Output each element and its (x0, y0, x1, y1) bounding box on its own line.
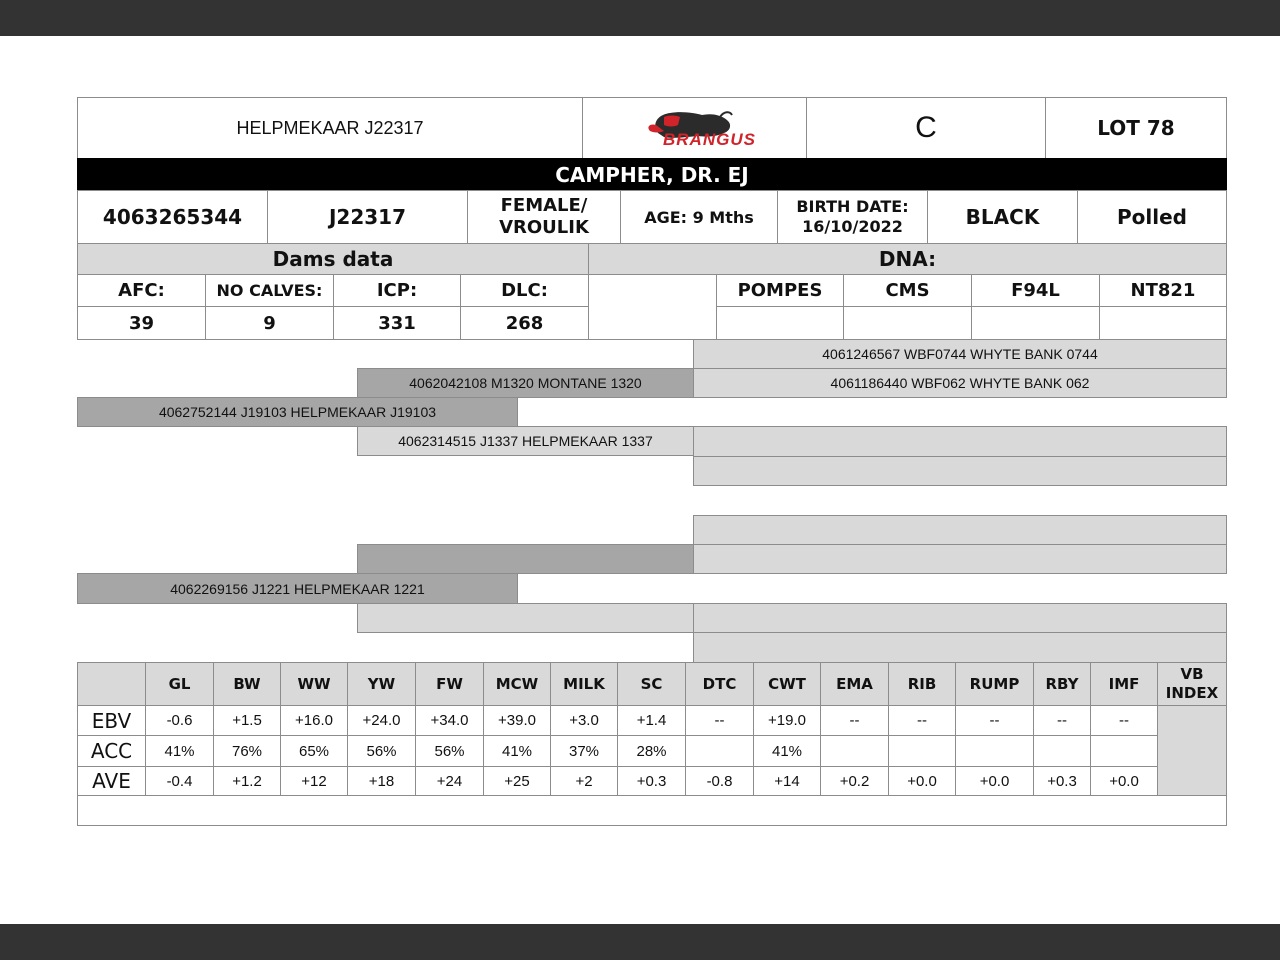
ebv-cell-ebv-rby: -- (1033, 705, 1091, 736)
ebv-header-milk: MILK (550, 662, 618, 706)
dna-value-cms (843, 306, 972, 340)
vb-index-line-2: INDEX (1165, 684, 1219, 702)
ebv-cell-acc-bw: 76% (213, 735, 281, 767)
ebv-cell-ebv-mcw: +39.0 (483, 705, 551, 736)
logo-text: BRANGUS (663, 130, 756, 149)
ebv-cell-ave-ww: +12 (280, 766, 348, 796)
breeder-name: CAMPHER, DR. EJ (77, 158, 1227, 191)
ebv-cell-ave-sc: +0.3 (617, 766, 686, 796)
top-bar (0, 0, 1280, 36)
dna-value-pompes (716, 306, 844, 340)
ebv-cell-ebv-ema: -- (820, 705, 889, 736)
ebv-cell-acc-yw: 56% (347, 735, 416, 767)
birth-date-value: 16/10/2022 (802, 217, 903, 236)
birth-date-label: BIRTH DATE: (796, 197, 909, 216)
ebv-cell-ave-gl: -0.4 (145, 766, 214, 796)
ebv-cell-ave-rib: +0.0 (888, 766, 956, 796)
sex-line-1: FEMALE/ (500, 194, 588, 216)
ebv-header-corner (77, 662, 146, 706)
dams-label-icp: ICP: (333, 274, 461, 307)
ebv-cell-ave-cwt: +14 (753, 766, 821, 796)
ebv-cell-ebv-ww: +16.0 (280, 705, 348, 736)
ebv-cell-acc-milk: 37% (550, 735, 618, 767)
dams-label-calves: NO CALVES: (205, 274, 334, 307)
dna-value-f94l (971, 306, 1100, 340)
birth-date (777, 190, 928, 244)
colour: BLACK (927, 190, 1078, 244)
ebv-cell-ave-imf: +0.0 (1090, 766, 1158, 796)
dams-value-calves: 9 (205, 306, 334, 340)
ebv-cell-ebv-cwt: +19.0 (753, 705, 821, 736)
ebv-cell-ave-dtc: -0.8 (685, 766, 754, 796)
ebv-cell-ave-mcw: +25 (483, 766, 551, 796)
vb-index-value (1157, 705, 1227, 796)
pedigree-dam-dam-dam (693, 632, 1227, 663)
dams-label-afc: AFC: (77, 274, 206, 307)
ebv-cell-ave-ema: +0.2 (820, 766, 889, 796)
ebv-cell-ebv-fw: +34.0 (415, 705, 484, 736)
ebv-cell-acc-sc: 28% (617, 735, 686, 767)
pedigree-sire-sire: 4062042108 M1320 MONTANE 1320 (357, 368, 694, 398)
footer-blank-row (77, 795, 1227, 826)
ebv-header-fw: FW (415, 662, 484, 706)
ebv-cell-acc-ww: 65% (280, 735, 348, 767)
dna-title: DNA: (588, 243, 1227, 275)
pedigree-dam-sire-sire (693, 515, 1227, 545)
ebv-header-sc: SC (617, 662, 686, 706)
ebv-cell-ave-rby: +0.3 (1033, 766, 1091, 796)
dams-data-title: Dams data (77, 243, 589, 275)
pedigree-sire-sire-sire: 4061246567 WBF0744 WHYTE BANK 0744 (693, 339, 1227, 369)
ebv-cell-ebv-sc: +1.4 (617, 705, 686, 736)
ebv-header-cwt: CWT (753, 662, 821, 706)
ebv-header-ema: EMA (820, 662, 889, 706)
ebv-cell-ebv-bw: +1.5 (213, 705, 281, 736)
ebv-row-label-acc: ACC (77, 735, 146, 767)
ebv-row-label-ave: AVE (77, 766, 146, 796)
registration-number: 4063265344 (77, 190, 268, 244)
ebv-cell-acc-dtc (685, 735, 754, 767)
ebv-header-rump: RUMP (955, 662, 1034, 706)
dna-value-nt821 (1099, 306, 1227, 340)
ebv-cell-ebv-gl: -0.6 (145, 705, 214, 736)
pedigree-dam-dam-sire (693, 603, 1227, 633)
ebv-cell-ebv-rump: -- (955, 705, 1034, 736)
pedigree-sire-dam-sire (693, 426, 1227, 457)
ebv-cell-acc-rib (888, 735, 956, 767)
ebv-cell-acc-mcw: 41% (483, 735, 551, 767)
pedigree-dam: 4062269156 J1221 HELPMEKAAR 1221 (77, 573, 518, 604)
ebv-cell-acc-rump (955, 735, 1034, 767)
bottom-bar (0, 924, 1280, 960)
sex-line-2: VROULIK (499, 217, 589, 238)
ebv-cell-ebv-imf: -- (1090, 705, 1158, 736)
ebv-header-mcw: MCW (483, 662, 551, 706)
dams-label-dlc: DLC: (460, 274, 589, 307)
pedigree-dam-dam (357, 603, 694, 633)
dna-label-cms: CMS (843, 274, 972, 307)
ebv-header-bw: BW (213, 662, 281, 706)
sex (467, 190, 621, 244)
ebv-header-ww: WW (280, 662, 348, 706)
dna-label-nt821: NT821 (1099, 274, 1227, 307)
ebv-cell-acc-fw: 56% (415, 735, 484, 767)
ebv-header-rby: RBY (1033, 662, 1091, 706)
ebv-cell-acc-cwt: 41% (753, 735, 821, 767)
pedigree-sire-dam: 4062314515 J1337 HELPMEKAAR 1337 (357, 426, 694, 456)
ebv-cell-acc-gl: 41% (145, 735, 214, 767)
ebv-cell-ave-rump: +0.0 (955, 766, 1034, 796)
ebv-header-vb-index (1157, 662, 1227, 706)
brangus-logo (582, 97, 807, 159)
ebv-header-rib: RIB (888, 662, 956, 706)
dams-value-afc: 39 (77, 306, 206, 340)
horn-status: Polled (1077, 190, 1227, 244)
ebv-header-gl: GL (145, 662, 214, 706)
ebv-cell-acc-rby (1033, 735, 1091, 767)
ebv-cell-ave-yw: +18 (347, 766, 416, 796)
pedigree-sire: 4062752144 J19103 HELPMEKAAR J19103 (77, 397, 518, 427)
ebv-cell-ebv-milk: +3.0 (550, 705, 618, 736)
dna-label-f94l: F94L (971, 274, 1100, 307)
class-letter: C (806, 97, 1046, 159)
dams-value-dlc: 268 (460, 306, 589, 340)
ebv-cell-ebv-yw: +24.0 (347, 705, 416, 736)
pedigree-dam-sire (357, 544, 694, 574)
dna-label-pompes: POMPES (716, 274, 844, 307)
ebv-header-imf: IMF (1090, 662, 1158, 706)
ebv-cell-ave-milk: +2 (550, 766, 618, 796)
dams-value-icp: 331 (333, 306, 461, 340)
animal-name: HELPMEKAAR J22317 (77, 97, 583, 159)
tag-number: J22317 (267, 190, 468, 244)
lot-number: LOT 78 (1045, 97, 1227, 159)
ebv-cell-acc-ema (820, 735, 889, 767)
dna-blank-cell (588, 274, 717, 340)
ebv-header-yw: YW (347, 662, 416, 706)
ebv-row-label-ebv: EBV (77, 705, 146, 736)
ebv-cell-ebv-rib: -- (888, 705, 956, 736)
age: AGE: 9 Mths (620, 190, 778, 244)
ebv-cell-ave-bw: +1.2 (213, 766, 281, 796)
pedigree-dam-sire-dam (693, 544, 1227, 574)
ebv-header-dtc: DTC (685, 662, 754, 706)
ebv-cell-ebv-dtc: -- (685, 705, 754, 736)
vb-index-line-1: VB (1180, 665, 1204, 684)
pedigree-sire-dam-dam (693, 456, 1227, 486)
pedigree-sire-sire-dam: 4061186440 WBF062 WHYTE BANK 062 (693, 368, 1227, 398)
ebv-cell-acc-imf (1090, 735, 1158, 767)
ebv-cell-ave-fw: +24 (415, 766, 484, 796)
